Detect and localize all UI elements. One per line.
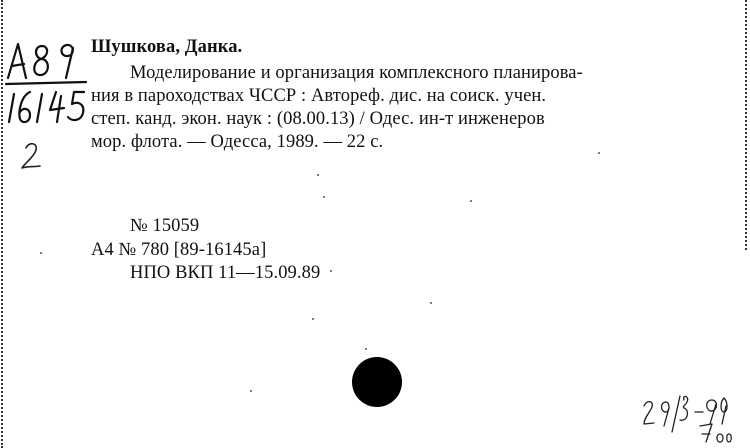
speck (430, 302, 432, 304)
punch-hole (352, 357, 402, 407)
card-left-edge (1, 0, 3, 448)
handwritten-corner-note (640, 390, 740, 446)
speck (40, 252, 42, 254)
description-line-4: мор. флота. — Одесса, 1989. — 22 с. (91, 132, 384, 152)
npo-vkp-line: НПО ВКП 11—15.09.89 (130, 263, 321, 283)
handwritten-shelfmark-top (4, 38, 90, 86)
a4-reference: А4 № 780 [89-16145а] (91, 240, 267, 260)
handwritten-copy-mark (18, 140, 48, 172)
card-right-edge (745, 0, 747, 250)
speck (330, 270, 332, 272)
record-number: № 15059 (130, 216, 200, 236)
speck (598, 152, 600, 154)
description-line-2: ния в пароходствах ЧССР : Автореф. дис. на соиск. учен. (91, 86, 547, 106)
speck (317, 174, 319, 176)
speck (312, 318, 314, 320)
speck (323, 196, 325, 198)
description-line-3: степ. канд. экон. наук : (08.00.13) / Одес. ин-т инженеров (91, 109, 545, 129)
handwritten-shelfmark-bottom (6, 88, 90, 128)
speck (365, 348, 367, 350)
speck (250, 390, 252, 392)
description-line-1: Моделирование и организация комплексного планирова- (130, 63, 583, 83)
author-name: Шушкова, Данка. (91, 37, 243, 57)
speck (470, 200, 472, 202)
